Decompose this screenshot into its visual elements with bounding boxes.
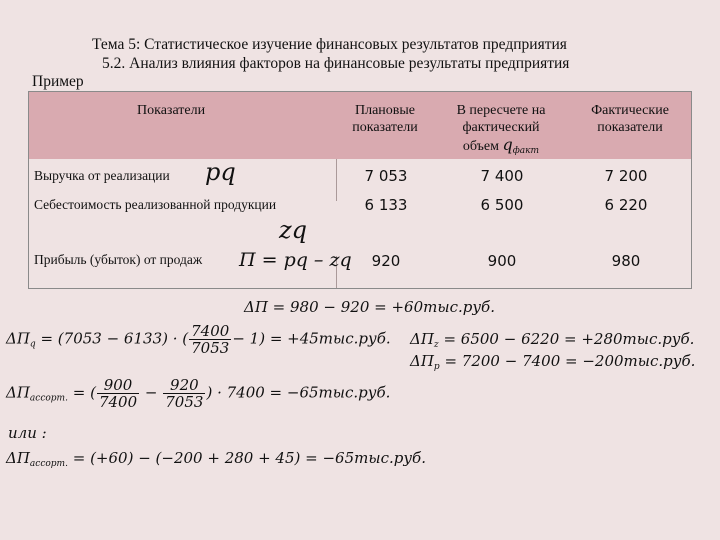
header-fact-line2: показатели xyxy=(597,120,663,135)
example-label: Пример xyxy=(32,73,84,90)
title-line-1: Тема 5: Статистическое изучение финансовых результатов предприятия xyxy=(92,36,567,53)
title-line-2: 5.2. Анализ влияния факторов на финансовые результаты предприятия xyxy=(102,55,570,72)
header-plan-line1: Плановые xyxy=(354,103,416,118)
header-plan-line2: показатели xyxy=(352,120,418,135)
row-label-profit: Прибыль (убыток) от продаж xyxy=(34,252,203,267)
equation-volume-factor: $\Delta П_q = (7053 - 6133)$ · ( $\frac{7400}{7053}$ − 1) = +45тыс.руб. xyxy=(6,322,391,357)
equation-total-change: ΔП = 980 − 920 = +60тыс.руб. xyxy=(244,298,495,316)
table-header xyxy=(29,92,691,159)
header-recalc xyxy=(441,102,561,160)
header-recalc-line3: объем $q_{факт}$ xyxy=(462,135,540,156)
cell-revenue-recalc: 7 400 xyxy=(480,167,524,185)
row-formula-profit: П = pq – zq xyxy=(239,249,352,271)
row-formula-cost: zq xyxy=(279,216,308,244)
or-label: или : xyxy=(8,424,47,442)
row-label-cost: Себестоимость реализованной продукции xyxy=(34,197,277,212)
cell-profit-fact: 980 xyxy=(611,252,641,270)
cell-revenue-fact: 7 200 xyxy=(604,167,648,185)
header-fact-line1: Фактические xyxy=(591,103,669,118)
cell-cost-fact: 6 220 xyxy=(604,196,648,214)
header-plan xyxy=(335,102,435,136)
cell-profit-plan: 920 xyxy=(371,252,401,270)
row-label-revenue: Выручка от реализации xyxy=(34,168,170,183)
header-fact xyxy=(575,102,685,136)
equation-cost-factor: $\Delta П_z = 6500 - 6220 = +280тыс.руб$. xyxy=(410,330,695,350)
equation-assortment-factor: $\Delta П_{ассорт.}$ = ( $\frac{900}{7400}$ − $\frac{920}{7053}$ ) · 7400 = −65тыс.руб. xyxy=(6,376,391,411)
equation-assortment-alt: $\Delta П_{ассорт.} = (+60) - (-200 + 280 + 45) = -65тыс.руб$. xyxy=(6,449,426,469)
cell-revenue-plan: 7 053 xyxy=(364,167,408,185)
row-formula-revenue: pq xyxy=(205,158,236,186)
equation-price-factor: $\Delta П_p = 7200 - 7400 = -200тыс.руб$. xyxy=(410,352,696,372)
header-recalc-line1: В пересчете на xyxy=(456,103,546,118)
indicators-table xyxy=(28,91,692,289)
header-indicators: Показатели xyxy=(137,103,206,118)
cell-profit-recalc: 900 xyxy=(487,252,517,270)
header-recalc-line2: фактический xyxy=(462,120,540,135)
cell-cost-plan: 6 133 xyxy=(364,196,408,214)
cell-cost-recalc: 6 500 xyxy=(480,196,524,214)
